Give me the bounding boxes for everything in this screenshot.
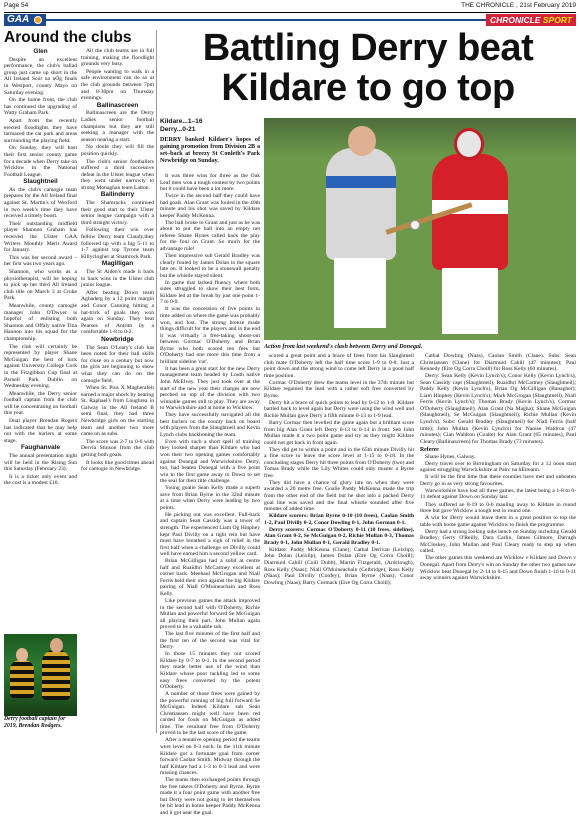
header-rule [4,12,576,13]
article-paragraph: He picking out was excellent. Full-back and captain Sean Cassidy was a tower of strength. The experienced Liam Og Hinphey kept Paul Divilly on a tight rein but have must have breathed a sigh of relief in the first half when a challenge on Divilly could well have earned him a second yellow card. [160,511,260,558]
club-heading: Slaughtneil [23,178,58,186]
article-paragraph: Kildare: Paddy McKenna (Clane); Cathal Derivan (Leixlip), John Dolan (Leixlip), James Dolan (Eire Og Corra Choill); Diarmuid Cahill (Coill Dubh), Martin Fitzgerald, (Ardclough), Ross Kelly (Naas); Niall O'Muineachain (Celbridge), Ross Kelly (Naas); Paul Divilly (Confey), Brian Byrne (Naas), Conor Dowling (Naas); Barry Cormack (Eire Og Corra Choill); [264,546,414,586]
club-paragraph: No doubt they will fill the position quickly. [81,144,154,157]
club-heading: Magilligan [101,260,134,268]
article-paragraph: Warwickshire have lost all three games, the latest being a 1-8 to 0-11 defeat against Down on Sunday last. [420,487,576,501]
article-paragraph: Cathal Dowling (Naas), Caolan Smith (Clane). Subs: Sean Christiansen (Clane) for Diarmuid Cahill (47 minutes); Paul Kennedy (Eire Og Corra Choill) for Ross Kelly (60 minutes). [420,353,576,373]
club-paragraph: Meanwhile, the Derry senior football captain from the club will be concentrating on football this year. [4,390,78,417]
club-heading: Glen [33,48,48,55]
article-paragraph: Twice in the second half they could have had goals. Alan Grant was fouled in the 40th minute and his shot was saved by Kildare keeper Paddy McKenna. [160,193,260,219]
club-paragraph: On the home front, the club has continued the upgrading of Watty Graham Park. [4,97,77,117]
player-shirt [42,650,70,700]
article-paragraph: They suffered an 8-19 to 0-6 mauling away to Kildare in round three but gave Wicklow a tough test in round one. [420,501,576,515]
column-divider [156,30,157,733]
kildare-player-shorts [334,258,386,328]
photo-background [264,118,576,158]
club-heading: Faughanvale [20,444,61,452]
derry-player-shorts [442,268,498,334]
club-paragraph: The score was 2-7 to 0-6 with Dervla Stinson from the club getting both goals. [81,438,154,459]
article-paragraph: Barry Cormac then levelled the game again but a brilliant score from big Alan Grant left Derry 0-13 to 0-14 in front. Seb John Mullan made it a two point game and try as they might Kildare could not get back in front again. [264,419,414,446]
article-column-2 [264,353,414,587]
article-paragraph: The teams then exchanged points through the free takers O'Doherty and Byrne. Byrne made it a four point game with another free but Derry were not going to let themselves be hit lead in home keeper Paddy McKenna and it got near the goal. [160,777,260,816]
derry-player-helmet [454,128,484,160]
paper-date: THE CHRONICLE , 21st February 2019 [461,2,576,9]
page-number: Page 54 [4,2,29,9]
article-paragraph: Young goalie Sean Kelly made a superb save from Brian Byrne in the 32nd minute at a time when Derry were leading by two points. [160,485,260,511]
club-paragraph: People wanting to walk in a safe environment can do so at the club grounds between 7pm and 8-30pm on Thursday evenings. [81,68,154,102]
article-paragraph: Shane Hynes, Galway. [425,453,476,460]
club-paragraph: The Sean O'Leary's club has been noted for their ball skills for close on a century but now the girls are beginning to show what they can do on the camogie field. [81,344,154,384]
page-header-line [4,2,576,12]
article-paragraph: Kildare scorers: Brian Byrne 0-10 (10 frees), Caolan Smith 1-2, Paul Divilly 0-2, Conor Dowling 0-1, John Gorman 0-1. [264,513,414,526]
sidebar-columns [4,48,154,488]
score-line [160,118,260,134]
club-paragraph: Apart from the recently erected floodlights they have tarmaced the car park and areas surrounding the playing field. [4,117,77,144]
header-bar [46,19,502,21]
kildare-player-stripe [326,176,396,188]
article-paragraph: In those 15 minutes they out scored Kildare by 0-7 to 0-1. In the second period they made better use of the wind than Kildare whose poor tackling led to some easy frees converted by the potent O'Doherty. [160,651,260,691]
kildare-player-head [348,126,376,156]
sidebar-column-1 [4,48,77,488]
article-paragraph: After a tentative opening period the teams were level on 0-3 each. In the 11th minute Kildare got a fortunate goal from corner forward Caolan Smith. Midway through the half Kildare had a 1-3 to 0-3 lead and were missing chances. [160,737,260,777]
club-paragraph: On Sunday, they will host their first senior county game for a decade when Derry take on Wicklow in the National Football League. [4,145,77,178]
article-paragraph: Cormac O'Doherty drew the teams level in the 37th minute but Kildare regained the lead with a rather soft free converted by Byrne. [264,379,414,399]
article-paragraph: A number of those frees were gained by the powerful running of big full forward Se McGuigan. Indeed Kildare sub Seán Christiansen might well have been red carded for fouls on McGuigan as added time. The resultant free from O'Doherty proved to be the last score of the game. [160,691,260,737]
score-line-kildare: Kildare...1–16 [160,118,203,125]
club-paragraph: Shannon, who works as a physiotherapist, will be hoping to pick up her third All Ireland club title on March 3 at Croke Park. [4,269,77,302]
club-paragraph: The club's senior footballers suffered a third successive defeat in the Ulster league when they went under narrowly to strong Monaghan team Latton. [81,158,154,191]
player-head [50,638,63,653]
club-heading: Newbridge [101,335,134,343]
chronicle-logo-text: CHRONICLE [489,15,541,25]
article-paragraph: It was the concession of five points in time added on where the game was probably won, and lost. The strong breeze made things difficult for the players and in the end it was virtually a free-taking shoot-out between Gormac O'Doherty and Brian Byrne who both scored ten fees but O'Doherty had one more this time from a brilliant sideline 'cut'. [160,306,260,365]
club-paragraph: It is a ticket only event and the cost is a modest £10. [4,473,77,487]
article-paragraph: The other games this weekend are Wicklow v Kildare and Down v Donegal. Apart from Derry's win on Sunday the other two games saw Wicklow beat Donegal by 2-14 to 0-15 and Down finish 1-16 to 0-11 away winners against Warwickshire. [420,555,576,582]
article-paragraph: Derry travel over to Birmingham on Saturday for a 12 noon start against struggling Warwickshire at Pairc na hEireann. [420,460,576,474]
sidebar-column-2 [81,48,154,488]
club-paragraph: The annual presentation night will be held in the Rising Sun this Saturday (February 23). [4,453,77,473]
article-paragraph: Derry: Sean Kelly (Kevin Lynch's); Conor Kelly (Kevin Lynch's), Sean Cassidy capt (Slaughtneil), Ruaidhri McCartney (Slaughtneil); Paddy Kelly (Kevin Lynch's), Brian Og McGilligan (Banagher); Liam Hinphey (Kevin Lynch's); Mark McGrogan (Slaughtneil), Niall Ferris (Kevin Lynch's); Thomas Brady (Kevin Lynch's), Cormac O'Doherty (Slaughtneil), Alan Grant (Na Magha); Shane McGuigan (Slaughtneil), Se McGuigan (Slaughtneil), Richie Mullan (Kevin Lynch's). Subs: Gerald Bradley (Slaughtneil) for Niall Ferris (half time); John Mullan (Kevin Lynch's) for Naoise Waldron (47 minutes); Cian Waldron (Coalte) for Alan Grant (65 minutes), Paul Cleary (Ballinascreen) for Thomas Brady (73 minutes). [420,373,576,445]
gaa-logo [4,14,46,26]
club-heading: Ballinderry [100,191,135,199]
sidebar-photo-caption: Derry football captain for 2019, Brendan Rodgers. [4,716,66,729]
match-action-photo [264,118,576,340]
article-paragraph: It has been a great start for the new Derry management team headed by Louth native John McElvey. They just took over at the start of the new year their charges are now perched on top of the division with two winnable games still to play. They are away to Warwickshire and at home to Wicklow. [160,365,260,412]
article-column-1 [160,173,260,817]
club-paragraph: It looks like good times ahead for camogie in Newbridge. [81,459,154,473]
player-head [16,648,28,662]
article-paragraph: Like previous games the attack improved in the second half with O'Doherty, Richie Mullan and powerful forward Se McGuigan all playing their part. John Mullan again proved to be a valuable sub. [160,598,260,631]
club-paragraph: When St. Pius X Magherafelt earned a major shock by beating St. Raphael's from Loughrea in Galway in the All Ireland B semi final, they had three Newbridge girls on the starting team and another two more came on as subs. [81,385,154,438]
article-paragraph: scored a great point and a brace of frees from his Slaughtneil club mate O'Doherty left the half time score 1-9 to 0-8. Just a point down and the strong wind to come left Derry in a good half time position. [264,353,414,379]
club-paragraph: The Shamrocks continued their good start to their Ulster senior league campaign with a third straight victory. [81,200,154,226]
article-paragraph: Brian McGilligan had a solid at centre half and Ruaidhri McCartney excellent at corner back. Meehaul McGrogan and Niall Ferris held their own against the big Kildare pairing of Niall O'Muineachain and Ross Kelly. [160,558,260,597]
article-paragraph: They did get to within a point and in the 65th minute Divilly hit a fine score to leave the score level at 1-15 to 0-18. In the concluding stages Derry hit three points from O'Doherty (two) and Tomas Brady while the Lily Whites could only muster a Byrne free. [264,446,414,479]
article-paragraph: Even with such a short spell of training they looked sharper than Kildare who had won their two opening games comfortably against Donegal and Warwickshire. Derry, too, had beaten Donegal with a five point win in the first game away to Down to set the seal for their title challenge. [160,438,260,485]
gaa-logo-text: GAA [7,14,30,25]
article-paragraph: The ball broke to Grant and just as he was about to put the ball into an empty net referee Shane Hynes called back the play for the foul on Grant. So much for the advantage rule! [160,219,260,253]
article-paragraph: It will be the first time that these counties have met and unbeaten Derry go in as very strong favourites. [420,474,576,487]
chronicle-sport-logo [486,14,576,26]
club-paragraph: Meanwhile, county camogie manager John O'Dwyer is hopeful of enlisting both Shannon and Offaly native Tina Hannon into his squad for the championship. [4,302,77,342]
ball-icon [34,16,42,24]
article-paragraph: A win for Derry would leave them in a great position to top the table with home game against Wicklow to finish the programme. [420,515,576,528]
article-paragraph: In game that lacked fluency where both sides struggled to show their best form, Kildare led at the break by just one point 1-7 to 0-9. [160,279,260,306]
club-paragraph: As the club's camogie team prepares for the All Ireland final against St. Martin's of Wexford in two week's time they have received a timely boost. [4,186,77,220]
brendan-rodgers-photo [4,634,77,716]
club-paragraph: All the club teams are in full training, making the floodlight grounds very busy. [81,48,154,68]
player-shirt [10,660,34,698]
club-paragraph: After beating Down team Aghaderg by a 12 point margin and Conor Canning hitting a hat-trick of goals they won again on Sunday. They beat Pearses of Antrim by a comfortable 1-8 to 0-2. [81,289,154,336]
club-paragraph: The St Aiden's made it back to back wins in the Ulster club junior league. [81,269,154,289]
club-paragraph: Their outstanding midfield player Shannon Graham has received the Ulster GAA Writers Monthly Merit Award for January. [4,220,77,254]
club-paragraph: Despite an excellent performance, the club's ballad group just came up short in the All Ireland Scór na nÓg finals in Westport, county Mayo on Saturday evening. [4,56,77,96]
article-intro: DERRY banked Kildare's hopes of gaining promotion from Division 2B a set–back at breezy St Conleth's Park Newbridge on Sunday. [160,137,260,165]
article-paragraph: They did have a chance of glory late on when they were awarded a 20 metre free. Goalie Paddy McKenna made the trip from the other end of the field but he shot into a packed Derry goal line was saved and the final whistle sounded after five minutes of added time. [264,479,414,513]
article-paragraph: They have successfully navigated all the best hurlers on the county back on board with players from the Slaughtneil and Kevin Lynch clubs backboning the team. [160,412,260,438]
club-paragraph: Following their win over fellow Derry team Claudy,they followed up with a big 5-11 to 1-7 against top Tyrone team Killyclogher at Shamrock Park. [81,227,154,260]
club-paragraph: Ballinascreen are the Derry Ladies senior football champions but they are still seeking a manager with the season nearing a start. [81,110,154,143]
score-line-derry: Derry...0-21 [160,126,196,133]
club-paragraph: The club will certainly be represented by player Shane McGuigan the best of luck against Universtiy College Cork in the Fitzgibbon Cup final at Parnell Park Dublin on Wednesday evening. [4,343,77,390]
sliotar-ball [410,220,420,230]
referee-heading: Referee [420,447,439,454]
article-paragraph: Derry scorers: Cormac O'Doherty 0-11 (10 frees, sideline), Alan Grant 0-2, Se McGuigan 0-2, Richie Mullan 0-3, Thomas Brady 0-1, John Mullan 0-1, Gerald Bradley 0-1. [264,526,414,546]
article-headline: Battling Derry beat Kildare to go top [202,27,534,109]
club-paragraph: This was her second award – her first was two years ago. [4,254,77,268]
kildare-player [326,148,396,260]
article-paragraph: Derry had a strong looking subs bench on Sunday including Gerald Bradley, Gerry O'Reilly, Dara Carlin, James Gilmore, Darragh McCloskey, John Mullan and Paul Cleary ready to step up when called. [420,528,576,555]
club-heading: Ballinascreen [96,101,139,109]
sport-logo-text: SPORT [542,15,572,25]
club-paragraph: Dual player Brendan Rogers has indicated that he may help out with the hurlers at some stage. [4,418,77,444]
article-paragraph: The last five minutes of the first half and the first ten of the second was vital for Derry. [160,631,260,651]
photo-caption: Action from last weekend's clash between Derry and Donegal. [264,343,423,350]
sidebar-title: Around the clubs [4,29,132,46]
article-paragraph: It was three wins for three as the Oak Leaf men won a tough contest by two points but it could have been a lot more. [160,173,260,193]
article-paragraph: Then impressive sub Gerald Bradley was clearly fouled by James Dolan in the square late on. It looked to be a stonewall penalty but the whistle stayed silent. [160,253,260,279]
article-paragraph: Derry hit a brace of quick points to lead by 0-12 to 1-8. Kildare battled back to level again but Derry were using the wind well and Richie Mullan gave Derry a fifth minute 0-13 to 1-9 lead. [264,399,414,419]
article-column-3 [420,353,576,582]
